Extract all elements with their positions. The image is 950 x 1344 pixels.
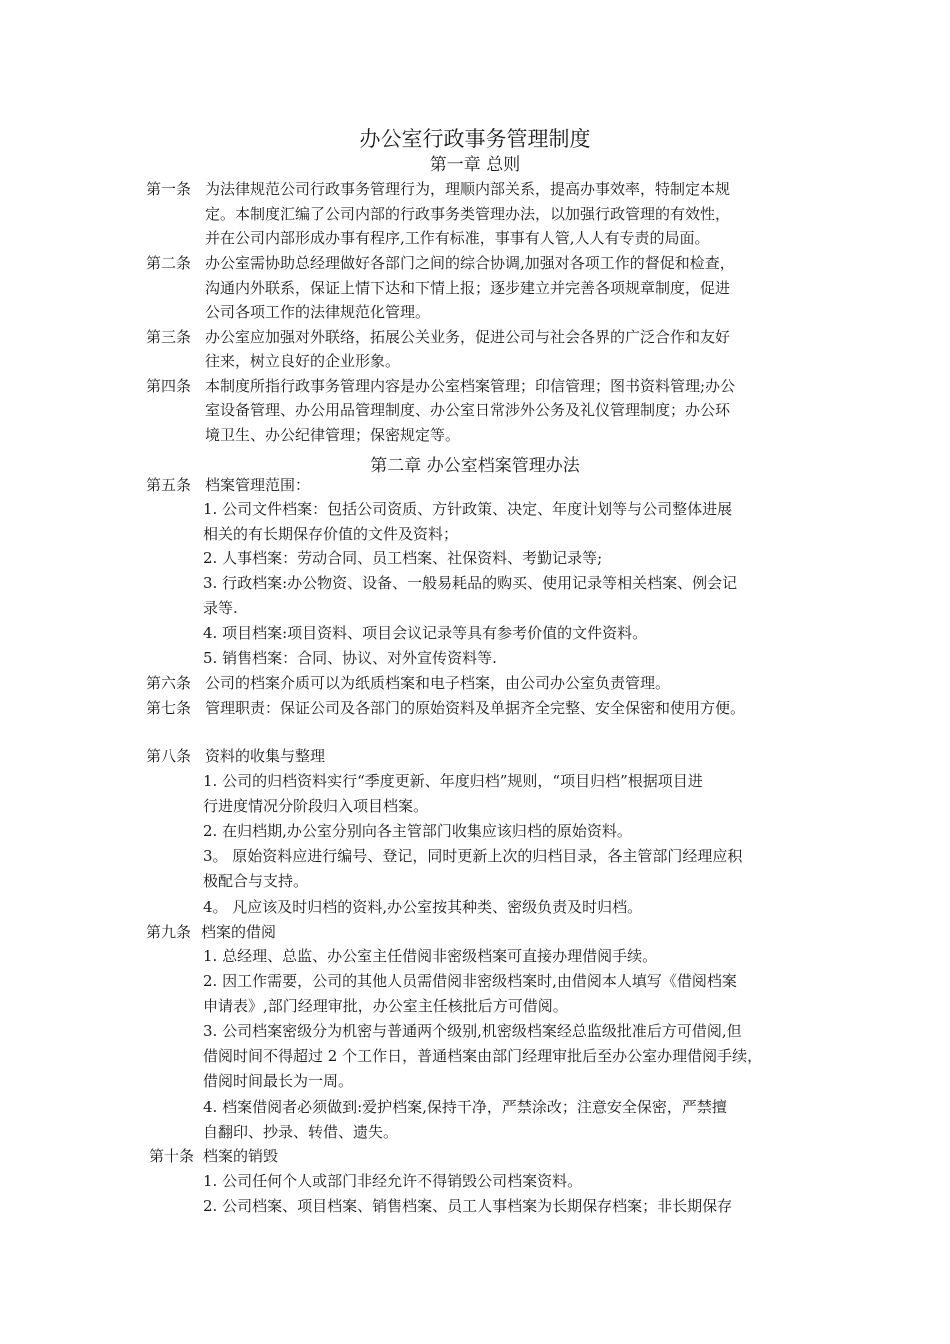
chapter-2-heading: 第二章 办公室档案管理办法 — [370, 456, 580, 476]
article-5-item: 2. 人事档案：劳动合同、员工档案、社保资料、考勤记录等; — [203, 549, 603, 567]
article-8-item: 极配合与支持。 — [203, 872, 309, 890]
article-9-item: 2. 因工作需要，公司的其他人员需借阅非密级档案时,由借阅本人填写《借阅档案 — [203, 972, 737, 990]
article-2-label: 第二条 — [146, 254, 192, 272]
chapter-1-heading: 第一章 总则 — [429, 155, 521, 175]
article-2-line: 公司各项工作的法律规范化管理。 — [205, 303, 431, 321]
article-5-label: 第五条 — [146, 476, 192, 494]
document-title: 办公室行政事务管理制度 — [359, 127, 591, 151]
article-1-line: 定。本制度汇编了公司内部的行政事务类管理办法，以加强行政管理的有效性， — [205, 205, 731, 223]
article-6-label: 第六条 — [146, 674, 192, 692]
article-4-line: 室设备管理、办公用品管理制度、办公室日常涉外公务及礼仪管理制度；办公环 — [205, 401, 731, 419]
article-3-line: 办公室应加强对外联络，拓展公关业务，促进公司与社会各界的广泛合作和友好 — [205, 328, 731, 346]
article-4-line: 本制度所指行政事务管理内容是办公室档案管理；印信管理；图书资料管理;办公 — [205, 377, 736, 395]
article-8-item: 3。 原始资料应进行编号、登记，同时更新上次的归档目录，各主管部门经理应积 — [203, 847, 743, 865]
article-10-item: 1. 公司任何个人或部门非经允许不得销毁公司档案资料。 — [203, 1172, 583, 1190]
article-5-item: 相关的有长期保存价值的文件及资料； — [203, 525, 459, 543]
article-8-text: 资料的收集与整理 — [205, 747, 326, 765]
article-3-line: 往来，树立良好的企业形象。 — [205, 352, 401, 370]
article-10-label: 第十条 — [149, 1147, 195, 1165]
article-10-item: 2. 公司档案、项目档案、销售档案、员工人事档案为长期保存档案；非长期保存 — [203, 1197, 733, 1215]
article-5-text: 档案管理范围： — [205, 476, 311, 494]
article-8-item: 行进度情况分阶段归入项目档案。 — [203, 797, 429, 815]
article-9-item: 借阅时间不得超过 2 个工作日，普通档案由部门经理审批后至办公室办理借阅手续， — [203, 1047, 763, 1065]
article-6-text: 公司的档案介质可以为纸质档案和电子档案，由公司办公室负责管理。 — [205, 674, 671, 692]
article-9-item: 申请表》,部门经理审批，办公室主任核批后方可借阅。 — [203, 997, 568, 1015]
article-8-label: 第八条 — [146, 747, 192, 765]
article-9-text: 档案的借阅 — [201, 923, 277, 941]
article-5-item: 3. 行政档案:办公物资、设备、一般易耗品的购买、使用记录等相关档案、例会记 — [203, 574, 738, 592]
article-9-item: 自翻印、抄录、转借、遗失。 — [203, 1123, 399, 1141]
article-4-label: 第四条 — [146, 377, 192, 395]
article-1-line: 并在公司内部形成办事有程序,工作有标准，事事有人管,人人有专责的局面。 — [205, 229, 710, 247]
article-8-item: 2. 在归档期,办公室分别向各主管部门收集应该归档的原始资料。 — [203, 822, 632, 840]
article-8-item: 4。 凡应该及时归档的资料,办公室按其种类、密级负责及时归档。 — [203, 898, 643, 916]
article-5-item: 1. 公司文件档案：包括公司资质、方针政策、决定、年度计划等与公司整体进展 — [203, 500, 733, 518]
article-7-text: 管理职责：保证公司及各部门的原始资料及单据齐全完整、安全保密和使用方便。 — [205, 699, 746, 717]
article-7-label: 第七条 — [146, 699, 192, 717]
article-8-item: 1. 公司的归档资料实行“季度更新、年度归档”规则，“项目归档”根据项目进 — [203, 772, 703, 790]
article-9-label: 第九条 — [146, 923, 192, 941]
article-4-line: 境卫生、办公纪律管理；保密规定等。 — [205, 426, 461, 444]
article-5-item: 5. 销售档案：合同、协议、对外宣传资料等. — [203, 649, 497, 667]
article-9-item: 4. 档案借阅者必须做到:爱护档案,保持干净，严禁涂改；注意安全保密，严禁擅 — [203, 1098, 727, 1116]
article-1-label: 第一条 — [146, 180, 192, 198]
article-5-item: 4. 项目档案:项目资料、项目会议记录等具有参考价值的文件资料。 — [203, 624, 648, 642]
article-10-text: 档案的销毁 — [203, 1147, 279, 1165]
article-3-label: 第三条 — [146, 328, 192, 346]
article-9-item: 3. 公司档案密级分为机密与普通两个级别,机密级档案经总监级批准后方可借阅,但 — [203, 1022, 742, 1040]
article-9-item: 借阅时间最长为一周。 — [203, 1072, 354, 1090]
article-5-item: 录等. — [203, 599, 238, 617]
article-2-line: 沟通内外联系，保证上情下达和下情上报；逐步建立并完善各项规章制度，促进 — [205, 279, 731, 297]
article-2-line: 办公室需协助总经理做好各部门之间的综合协调,加强对各项工作的督促和检查， — [205, 254, 735, 272]
article-1-line: 为法律规范公司行政事务管理行为，理顺内部关系，提高办事效率，特制定本规 — [205, 180, 731, 198]
article-9-item: 1. 总经理、总监、办公室主任借阅非密级档案可直接办理借阅手续。 — [203, 947, 658, 965]
